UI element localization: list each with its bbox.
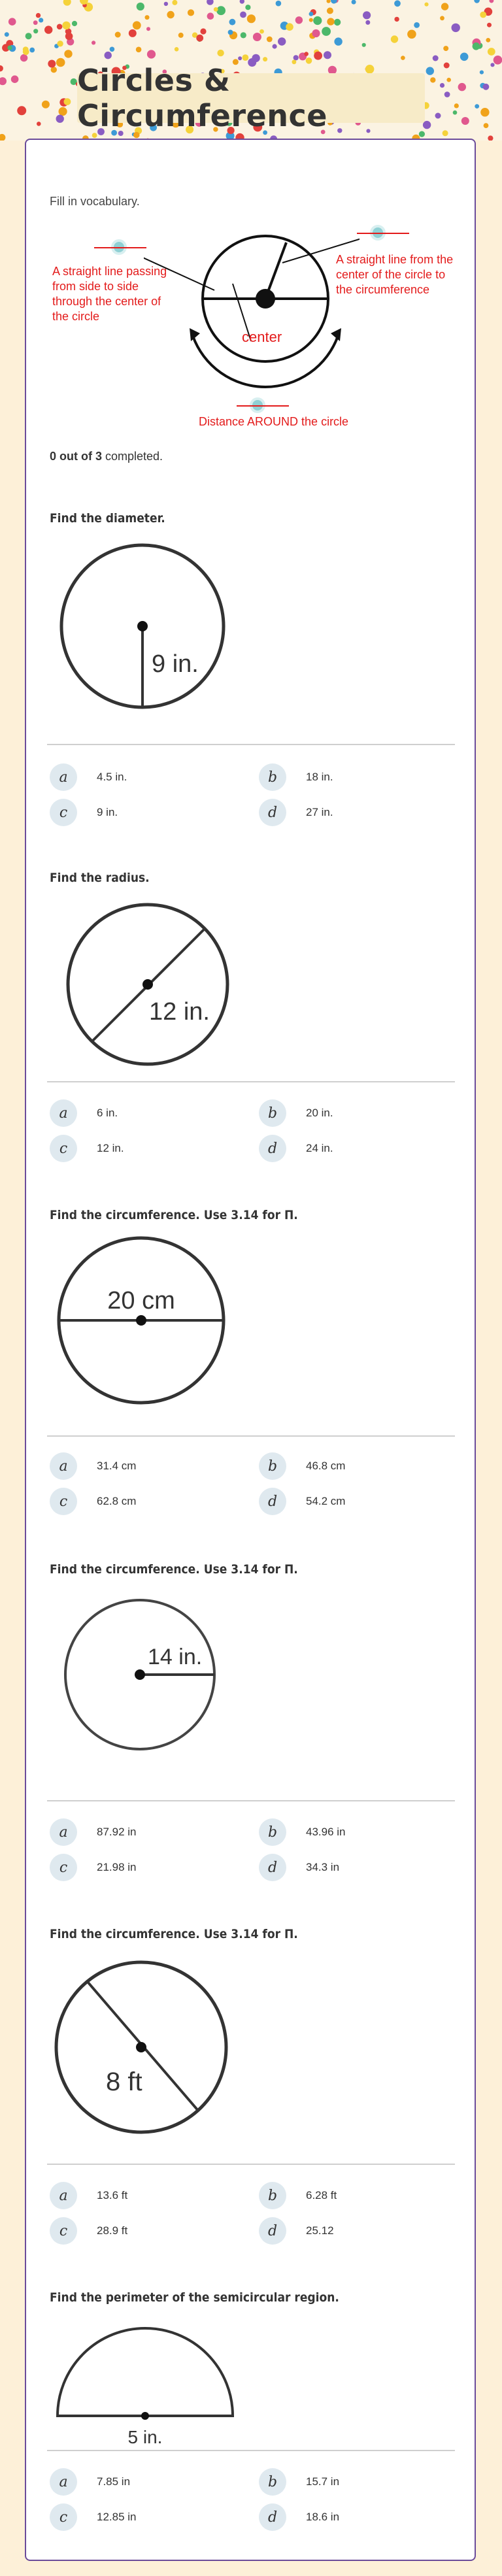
- sprinkle-dot: [240, 12, 246, 18]
- option-text: 54.2 cm: [306, 1495, 346, 1507]
- sprinkle-dot: [473, 42, 480, 50]
- sprinkle-dot: [440, 83, 444, 88]
- question-1-divider: [47, 744, 455, 745]
- option-c[interactable]: [50, 2502, 137, 2532]
- question-3-divider: [47, 1435, 455, 1437]
- sprinkle-dot: [178, 33, 184, 38]
- option-text: 6.28 ft: [306, 2189, 337, 2201]
- option-a[interactable]: [50, 1817, 137, 1847]
- question-3-title: Find the circumference. Use 3.14 for Π.: [50, 1208, 298, 1222]
- sprinkle-dot: [240, 0, 244, 4]
- sprinkle-dot: [263, 57, 267, 61]
- option-a[interactable]: [50, 2467, 130, 2497]
- sprinkle-dot: [39, 18, 43, 22]
- question-1-title: Find the diameter.: [50, 511, 165, 526]
- option-text: 4.5 in.: [97, 771, 127, 783]
- sprinkle-dot: [443, 130, 448, 136]
- sprinkle-dot: [0, 134, 5, 141]
- option-b[interactable]: [259, 1098, 333, 1128]
- progress-count: 0 out of 3: [50, 450, 102, 463]
- question-5-figure-label: 8 ft: [106, 2067, 142, 2096]
- sprinkle-dot: [229, 19, 236, 25]
- blank-line-circumference: [237, 405, 289, 407]
- sprinkle-dot: [216, 6, 226, 15]
- option-a[interactable]: [50, 1451, 136, 1481]
- diameter-definition: A straight line passing from side to side through the center of the circle: [52, 265, 167, 323]
- sprinkle-dot: [486, 38, 490, 42]
- sprinkle-dot: [33, 29, 38, 33]
- sprinkle-dot: [5, 32, 9, 37]
- option-c[interactable]: [50, 2216, 127, 2246]
- sprinkle-dot: [460, 53, 469, 61]
- sprinkle-dot: [44, 25, 52, 33]
- option-badge-d: d: [259, 1135, 286, 1162]
- sprinkle-dot: [207, 12, 214, 20]
- question-6-title: Find the perimeter of the semicircular region.: [50, 2290, 339, 2305]
- progress-suffix: completed.: [102, 450, 163, 463]
- option-text: 21.98 in: [97, 1861, 137, 1873]
- sprinkle-dot: [480, 12, 486, 18]
- sprinkle-dot: [110, 47, 115, 52]
- sprinkle-dot: [64, 50, 72, 58]
- question-2-figure-label: 12 in.: [149, 998, 210, 1026]
- sprinkle-dot: [8, 18, 16, 25]
- option-a[interactable]: [50, 1098, 118, 1128]
- option-text: 6 in.: [97, 1107, 118, 1119]
- option-text: 18 in.: [306, 771, 333, 783]
- question-4-figure-label: 14 in.: [148, 1645, 203, 1669]
- sprinkle-dot: [314, 52, 322, 60]
- sprinkle-dot: [414, 22, 420, 28]
- sprinkle-dot: [494, 56, 502, 65]
- sprinkle-dot: [443, 46, 448, 51]
- sprinkle-dot: [458, 83, 466, 91]
- sprinkle-dot: [92, 133, 97, 138]
- option-d[interactable]: [259, 797, 333, 828]
- sprinkle-dot: [352, 0, 356, 5]
- sprinkle-dot: [115, 32, 121, 38]
- blank-line-radius: [357, 233, 409, 234]
- sprinkle-dot: [207, 0, 214, 5]
- question-4-divider: [47, 1800, 455, 1801]
- sprinkle-dot: [167, 11, 174, 18]
- sprinkle-dot: [11, 75, 19, 83]
- sprinkle-dot: [267, 37, 273, 42]
- vocab-section: [26, 238, 477, 578]
- option-text: 15.7 in: [306, 2475, 340, 2488]
- sprinkle-dot: [137, 3, 144, 10]
- sprinkle-dot: [324, 51, 331, 59]
- option-badge-a: a: [50, 2182, 77, 2209]
- sprinkle-dot: [105, 52, 112, 59]
- sprinkle-dot: [48, 60, 56, 68]
- sprinkle-dot: [56, 115, 64, 123]
- question-1-figure-label: 9 in.: [152, 650, 199, 678]
- sprinkle-dot: [238, 56, 242, 60]
- option-badge-b: b: [259, 2182, 286, 2209]
- sprinkle-dot: [7, 46, 12, 50]
- sprinkle-dot: [362, 43, 366, 47]
- question-5-figure: [54, 1960, 231, 2136]
- option-badge-c: c: [50, 2503, 77, 2531]
- option-badge-c: c: [50, 2217, 77, 2245]
- sprinkle-dot: [172, 0, 177, 5]
- sprinkle-dot: [273, 44, 277, 48]
- question-6-figure-label: 5 in.: [127, 2427, 163, 2447]
- sprinkle-dot: [391, 35, 398, 42]
- sprinkle-dot: [196, 35, 203, 42]
- option-text: 18.6 in: [306, 2511, 340, 2523]
- instructions: Fill in vocabulary.: [50, 195, 140, 208]
- sprinkle-dot: [480, 108, 489, 116]
- sprinkle-dot: [278, 37, 286, 45]
- sprinkle-dot: [147, 50, 156, 58]
- sprinkle-dot: [327, 8, 333, 14]
- sprinkle-dot: [441, 3, 448, 10]
- sprinkle-dot: [327, 0, 331, 3]
- option-d[interactable]: [259, 2216, 334, 2246]
- sprinkle-dot: [164, 2, 168, 6]
- sprinkle-dot: [136, 47, 142, 53]
- sprinkle-dot: [259, 29, 264, 34]
- sprinkle-dot: [133, 21, 141, 29]
- sprinkle-dot: [36, 13, 41, 18]
- sprinkle-dot: [309, 18, 313, 22]
- option-d[interactable]: [259, 2502, 339, 2532]
- option-text: 25.12: [306, 2224, 334, 2237]
- option-badge-a: a: [50, 2468, 77, 2496]
- option-text: 12.85 in: [97, 2511, 137, 2523]
- progress-text: [50, 450, 163, 463]
- option-b[interactable]: [259, 1451, 345, 1481]
- title-plate: [77, 63, 425, 133]
- question-4-title: Find the circumference. Use 3.14 for Π.: [50, 1562, 298, 1577]
- sprinkle-dot: [200, 28, 206, 34]
- option-badge-d: d: [259, 799, 286, 826]
- option-c[interactable]: [50, 1133, 124, 1163]
- option-c[interactable]: [50, 1852, 137, 1882]
- option-text: 7.85 in: [97, 2475, 131, 2488]
- sprinkle-dot: [474, 0, 480, 3]
- option-d[interactable]: [259, 1852, 339, 1882]
- worksheet-card: [25, 139, 476, 2561]
- sprinkle-dot: [453, 110, 458, 115]
- option-badge-c: c: [50, 1488, 77, 1515]
- option-b[interactable]: [259, 762, 333, 792]
- option-badge-d: d: [259, 1488, 286, 1515]
- option-d[interactable]: [259, 1133, 333, 1163]
- option-badge-b: b: [259, 2468, 286, 2496]
- option-d[interactable]: [259, 1486, 345, 1516]
- sprinkle-dot: [293, 55, 299, 60]
- sprinkle-dot: [490, 0, 494, 3]
- question-6-divider: [47, 2450, 455, 2451]
- sprinkle-dot: [322, 27, 331, 36]
- sprinkle-dot: [253, 33, 261, 41]
- sprinkle-dot: [145, 15, 150, 20]
- sprinkle-dot: [252, 54, 259, 62]
- option-c[interactable]: [50, 1486, 136, 1516]
- sprinkle-dot: [446, 78, 451, 82]
- sprinkle-dot: [444, 63, 450, 69]
- sprinkle-dot: [276, 1, 282, 7]
- sprinkle-dot: [331, 0, 337, 4]
- sprinkle-dot: [488, 135, 493, 141]
- radius-definition: A straight line from the center of the circle to the circumference: [336, 253, 454, 296]
- sprinkle-dot: [33, 20, 38, 25]
- center-label: center: [242, 329, 282, 345]
- question-5-title: Find the circumference. Use 3.14 for Π.: [50, 1927, 298, 1941]
- option-badge-b: b: [259, 763, 286, 791]
- option-text: 24 in.: [306, 1142, 333, 1154]
- option-text: 9 in.: [97, 806, 118, 818]
- option-badge-c: c: [50, 1854, 77, 1881]
- sprinkle-dot: [62, 22, 70, 29]
- sprinkle-dot: [228, 30, 233, 35]
- sprinkle-dot: [475, 104, 479, 109]
- sprinkle-dot: [304, 52, 309, 56]
- sprinkle-dot: [241, 32, 246, 38]
- vocab-circle-diagram: [144, 212, 360, 408]
- sprinkle-dot: [25, 33, 32, 39]
- option-badge-d: d: [259, 2217, 286, 2245]
- blank-line-diameter: [94, 247, 146, 248]
- sprinkle-dot: [401, 56, 405, 60]
- option-b[interactable]: [259, 1817, 346, 1847]
- sprinkle-dot: [29, 48, 35, 53]
- sprinkle-dot: [243, 54, 249, 61]
- sprinkle-dot: [23, 46, 29, 52]
- sprinkle-dot: [0, 65, 3, 72]
- option-text: 27 in.: [306, 806, 333, 818]
- sprinkle-dot: [490, 63, 494, 67]
- sprinkle-dot: [247, 14, 256, 23]
- circumference-definition: Distance AROUND the circle: [199, 415, 349, 428]
- question-3-figure-label: 20 cm: [107, 1287, 175, 1314]
- sprinkle-dot: [309, 12, 314, 16]
- sprinkle-dot: [407, 30, 416, 39]
- question-1-figure: [59, 543, 229, 710]
- sprinkle-dot: [188, 9, 194, 16]
- option-b[interactable]: [259, 2181, 337, 2211]
- sprinkle-dot: [57, 41, 63, 46]
- sprinkle-dot: [424, 3, 428, 7]
- sprinkle-dot: [57, 24, 63, 30]
- sprinkle-dot: [461, 117, 469, 125]
- option-text: 46.8 cm: [306, 1460, 346, 1472]
- option-badge-a: a: [50, 1818, 77, 1846]
- question-2-title: Find the radius.: [50, 871, 150, 885]
- question-6-figure: [55, 2327, 235, 2451]
- sprinkle-dot: [63, 0, 71, 6]
- sprinkle-dot: [146, 27, 150, 31]
- option-a[interactable]: [50, 762, 127, 792]
- option-badge-c: c: [50, 1135, 77, 1162]
- option-b[interactable]: [259, 2467, 339, 2497]
- option-badge-a: a: [50, 763, 77, 791]
- sprinkle-dot: [435, 113, 441, 119]
- option-badge-c: c: [50, 799, 77, 826]
- sprinkle-dot: [394, 0, 401, 7]
- option-text: 62.8 cm: [97, 1495, 137, 1507]
- option-badge-d: d: [259, 1854, 286, 1881]
- option-badge-b: b: [259, 1818, 286, 1846]
- sprinkle-dot: [214, 7, 218, 12]
- question-2-divider: [47, 1081, 455, 1082]
- option-badge-a: a: [50, 1099, 77, 1127]
- sprinkle-dot: [295, 16, 303, 24]
- sprinkle-dot: [72, 21, 77, 26]
- sprinkle-dot: [59, 107, 67, 116]
- sprinkle-dot: [0, 77, 7, 85]
- sprinkle-dot: [313, 16, 322, 25]
- question-2-figure: [65, 902, 230, 1067]
- sprinkle-dot: [56, 58, 65, 67]
- sprinkle-dot: [175, 47, 179, 52]
- sprinkle-dot: [426, 67, 434, 75]
- sprinkle-dot: [20, 54, 27, 61]
- sprinkle-dot: [37, 122, 41, 126]
- option-text: 28.9 ft: [97, 2224, 128, 2237]
- sprinkle-dot: [483, 84, 490, 90]
- option-text: 20 in.: [306, 1107, 333, 1119]
- option-badge-b: b: [259, 1099, 286, 1127]
- option-badge-a: a: [50, 1452, 77, 1480]
- option-badge-d: d: [259, 2503, 286, 2531]
- sprinkle-dot: [484, 123, 489, 128]
- option-text: 43.96 in: [306, 1826, 346, 1838]
- sprinkle-dot: [394, 17, 399, 22]
- sprinkle-dot: [245, 5, 250, 10]
- sprinkle-dot: [17, 106, 26, 115]
- sprinkle-dot: [327, 18, 334, 25]
- sprinkle-dot: [480, 71, 484, 75]
- sprinkle-dot: [444, 92, 450, 97]
- sprinkle-dot: [363, 11, 371, 19]
- option-text: 13.6 ft: [97, 2189, 128, 2201]
- option-text: 87.92 in: [97, 1826, 137, 1838]
- option-text: 31.4 cm: [97, 1460, 137, 1472]
- sprinkle-dot: [217, 50, 224, 56]
- option-badge-b: b: [259, 1452, 286, 1480]
- sprinkle-dot: [42, 101, 50, 109]
- sprinkle-dot: [334, 19, 341, 25]
- sprinkle-dot: [312, 29, 320, 37]
- sprinkle-dot: [129, 29, 137, 37]
- header-banner: [0, 0, 502, 141]
- sprinkle-dot: [286, 23, 293, 31]
- sprinkle-dot: [334, 37, 342, 45]
- sprinkle-dot: [64, 98, 71, 105]
- option-c[interactable]: [50, 797, 118, 828]
- option-text: 34.3 in: [306, 1861, 340, 1873]
- question-5-divider: [47, 2164, 455, 2165]
- sprinkle-dot: [454, 103, 459, 108]
- page-title: Circles & Circumference: [77, 63, 327, 133]
- option-text: 12 in.: [97, 1142, 124, 1154]
- question-3-figure: [56, 1235, 227, 1405]
- sprinkle-dot: [65, 33, 73, 41]
- sprinkle-dot: [92, 41, 95, 44]
- sprinkle-dot: [433, 56, 439, 61]
- sprinkle-dot: [488, 48, 495, 56]
- sprinkle-dot: [365, 20, 370, 25]
- sprinkle-dot: [440, 16, 444, 20]
- sprinkle-dot: [452, 24, 460, 32]
- option-a[interactable]: [50, 2181, 127, 2211]
- question-4-figure: [63, 1597, 220, 1754]
- sprinkle-dot: [487, 23, 492, 27]
- sprinkle-dot: [430, 77, 435, 82]
